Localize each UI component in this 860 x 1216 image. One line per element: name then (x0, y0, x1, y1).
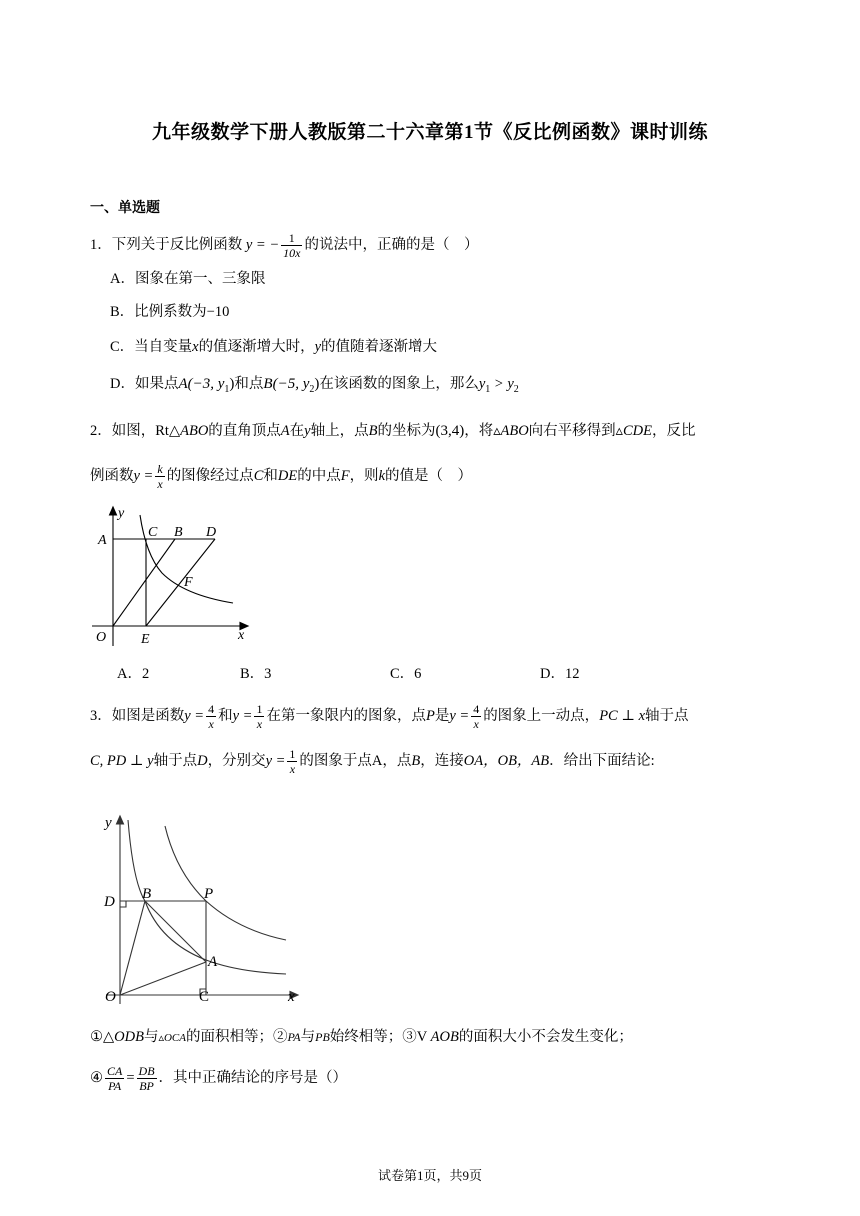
q3-c6: PA (287, 1030, 301, 1044)
q3-label-c: C (199, 989, 210, 1005)
q3-y-arrow (117, 816, 124, 824)
q3-d-num1: CA (107, 1064, 123, 1078)
q2-stem-line2 (90, 462, 472, 491)
q1-d-ineq-sub1: 1 (485, 383, 491, 395)
q3-label-o: O (105, 989, 116, 1005)
q2-figure (88, 503, 258, 653)
q3-u8: B (411, 752, 421, 769)
q1-d-mid2: 在该函数的图象上，那么 (319, 376, 479, 392)
q3-line-oa (120, 962, 206, 995)
q3-f3-den: x (473, 717, 479, 731)
q3-f1-num: 4 (208, 702, 215, 716)
q2-option-b: B．3 (240, 666, 272, 682)
q1-frac-den: 10x (283, 246, 301, 260)
q3-f2-lhs: y = (232, 707, 253, 724)
q1-option-c (110, 337, 437, 357)
q3-f4-lhs: y = (265, 752, 286, 769)
q1-option-d: D．如果点A(−3, $y_1$)和点B(−5, $y_2$)在该函数的图象上，那么$y_1 > y_2$ (110, 376, 519, 395)
q3-f4-den: x (289, 762, 296, 776)
q3-frac2 (254, 702, 264, 731)
q2-u3: 的图像经过点 (166, 467, 254, 484)
q3-conclusions-line2 (90, 1064, 347, 1093)
q3-u4: ，分别交 (207, 752, 266, 769)
page-footer: 试卷第1页，共9页 (377, 1168, 482, 1183)
q3-frac4 (287, 747, 297, 776)
q3-line-ab (145, 901, 206, 962)
q1-d-point2-sub: 2 (309, 383, 315, 395)
q2-u9: ，则 (349, 467, 379, 484)
q2-number: 2． (90, 423, 112, 439)
q2-t14: ▵CDE (615, 423, 652, 439)
q1-d-ineq-gt: > y (490, 376, 514, 392)
q3-t2: 和 (218, 707, 233, 724)
q3-d-den1: PA (108, 1079, 122, 1093)
q2-label-a: A (98, 533, 107, 548)
q2-option-c: C．6 (390, 666, 422, 682)
q2-stem-line1 (90, 421, 695, 441)
q3-label-x: x (288, 989, 295, 1005)
q2-t5: 在 (289, 423, 305, 439)
q3-f1-lhs: y = (184, 707, 205, 724)
q3-conclusions-line1 (90, 1027, 633, 1048)
q1-d-pre: D．如果点 (110, 376, 179, 392)
q3-u2: 轴于点 (153, 752, 198, 769)
q2-label-d: D (206, 525, 217, 540)
q3-frac3 (471, 702, 481, 731)
q3-label-b: B (142, 886, 152, 902)
q2-u7: 的中点 (297, 467, 341, 484)
q2-y-arrow (110, 507, 117, 515)
q3-f3-num: 4 (473, 702, 480, 716)
q1-formula-lhs: y = − (245, 236, 280, 253)
q1-c-mid: 的值逐渐增大时， (198, 339, 315, 355)
q3-d2: ．其中正确结论的序号是（） (158, 1069, 348, 1086)
q1-c-y: y (314, 339, 322, 355)
q1-d-point2: B(−5, y (263, 376, 310, 392)
q3-f4-num: 1 (289, 747, 296, 761)
q3-t3: 在第一象限内的图象，点 (266, 707, 426, 724)
q2-fraction (155, 462, 164, 491)
q2-line-ed (146, 539, 215, 626)
q2-label-b: B (174, 525, 183, 540)
q3-line-ob (120, 901, 145, 995)
q2-t4: A (280, 423, 290, 439)
q3-t7: PC ⊥ x (599, 707, 646, 724)
q2-t10: (3,4) (435, 423, 465, 439)
q1-frac-num: 1 (281, 231, 302, 246)
q3-stem-line1 (90, 702, 689, 731)
q3-d-num2: DB (138, 1064, 155, 1078)
q2-t9: 的坐标为 (377, 423, 436, 439)
q2-label-y: y (118, 506, 125, 521)
q3-c10: AOB (430, 1029, 459, 1045)
q3-label-d: D (104, 894, 115, 910)
q1-d-ineq-y1: y (478, 376, 486, 392)
q3-f2-num: 1 (256, 702, 263, 716)
q3-t5: 是 (434, 707, 450, 724)
q3-c1: ①△ (90, 1029, 115, 1045)
q3-c7: 与 (300, 1029, 316, 1045)
q1-c-pre: C．当自变量 (110, 339, 193, 355)
q3-f2-den: x (256, 717, 263, 731)
q2-option-d: D．12 (540, 666, 580, 682)
q3-stem-line2 (90, 747, 655, 776)
q2-frac-num: k (157, 462, 163, 476)
q2-t7: 轴上，点 (310, 423, 369, 439)
q2-t2: ABO (180, 423, 209, 439)
q3-u3: D (197, 752, 208, 769)
q1-d-point1: A(−3, y (178, 376, 225, 392)
q1-stem (90, 231, 478, 260)
q3-frac1 (206, 702, 216, 731)
q2-u4: C (253, 467, 264, 484)
q3-number: 3． (90, 707, 112, 724)
q3-right-angle-d (120, 901, 126, 907)
q3-f3-lhs: y = (449, 707, 470, 724)
q3-u9: ，连接 (420, 752, 464, 769)
q3-c4: ▵OCA (158, 1032, 186, 1044)
q3-label-p: P (204, 886, 214, 902)
q3-label-a: A (208, 954, 218, 970)
q1-fraction (281, 231, 302, 260)
q1-number: 1． (90, 236, 112, 253)
q3-label-y: y (105, 815, 112, 831)
q3-u5: 的图象于点 (299, 752, 372, 769)
q2-label-e: E (141, 632, 150, 647)
q2-t6: y (304, 423, 311, 439)
q2-t8: B (368, 423, 378, 439)
q3-c8: PB (315, 1030, 330, 1044)
q2-label-x: x (238, 628, 245, 643)
q2-u6: DE (277, 467, 298, 484)
q2-t11: ，将 (464, 423, 494, 439)
q3-frac-db-bp (137, 1064, 157, 1093)
q3-u6: A (371, 752, 383, 769)
q1-d-ineq-sub2: 2 (513, 383, 519, 395)
q2-option-a: A．2 (117, 666, 150, 682)
q2-t13: 向右平移得到 (528, 423, 616, 439)
q2-t3: 的直角顶点 (208, 423, 281, 439)
q1-c-post: 的值随着逐渐增大 (321, 339, 438, 355)
page-title: 九年级数学下册人教版第二十六章第1节《反比例函数》课时训练 (151, 122, 708, 143)
q2-u8: F (340, 467, 350, 484)
q3-d-den2: BP (139, 1079, 154, 1093)
q3-t1: 如图是函数 (111, 707, 185, 724)
q3-d-eq: = (126, 1069, 135, 1086)
q1-d-mid: 和点 (234, 376, 264, 392)
q1-text: 下列关于反比例函数 (111, 236, 243, 253)
q2-u1: 例函数 (90, 467, 134, 484)
q3-u11: ．给出下面结论: (549, 752, 655, 769)
q3-c9: 始终相等；③V (329, 1029, 431, 1045)
q3-hyperbola-4x (165, 826, 286, 940)
q3-t8: 轴于点 (645, 707, 689, 724)
q3-f1-den: x (208, 717, 214, 731)
q2-label-f: F (184, 575, 193, 590)
q2-line-ob (113, 539, 175, 626)
q1-option-b: B．比例系数为−10 (110, 304, 230, 320)
q3-t4: P (425, 707, 435, 724)
q2-u10: k (378, 467, 385, 484)
q2-u2: y = (133, 467, 154, 484)
q3-u10: OA，OB，AB (463, 752, 550, 769)
q2-u5: 和 (263, 467, 278, 484)
q2-t15: ，反比 (651, 423, 696, 439)
q1-d-point1-sub: 1 (224, 383, 230, 395)
q2-u11: 的值是（ ） (385, 467, 472, 484)
q3-t6: 的图象上一动点， (483, 707, 600, 724)
q3-frac-ca-pa (105, 1064, 124, 1093)
q3-u7: ，点 (382, 752, 412, 769)
q2-frac-den: x (157, 477, 163, 491)
q3-u1: C, PD ⊥ y (90, 752, 154, 769)
q3-c11: 的面积大小不会发生变化； (458, 1029, 633, 1045)
q3-figure (88, 812, 308, 1008)
q2-label-o: O (96, 630, 107, 645)
q2-t12: ▵ABO (493, 423, 529, 439)
q3-c3: 与 (143, 1029, 159, 1045)
q3-c5: 的面积相等；② (186, 1029, 288, 1045)
q2-t1: 如图，Rt△ (111, 423, 181, 439)
q3-d1: ④ (90, 1069, 103, 1086)
q2-label-c: C (148, 525, 158, 540)
q1-c-x: x (192, 339, 199, 355)
q1-option-a: A．图象在第一、三象限 (110, 271, 266, 287)
q1-text-post: 的说法中，正确的是（ ） (304, 236, 479, 253)
section-heading: 一、单选题 (90, 201, 160, 216)
q3-c2: ODB (114, 1029, 144, 1045)
